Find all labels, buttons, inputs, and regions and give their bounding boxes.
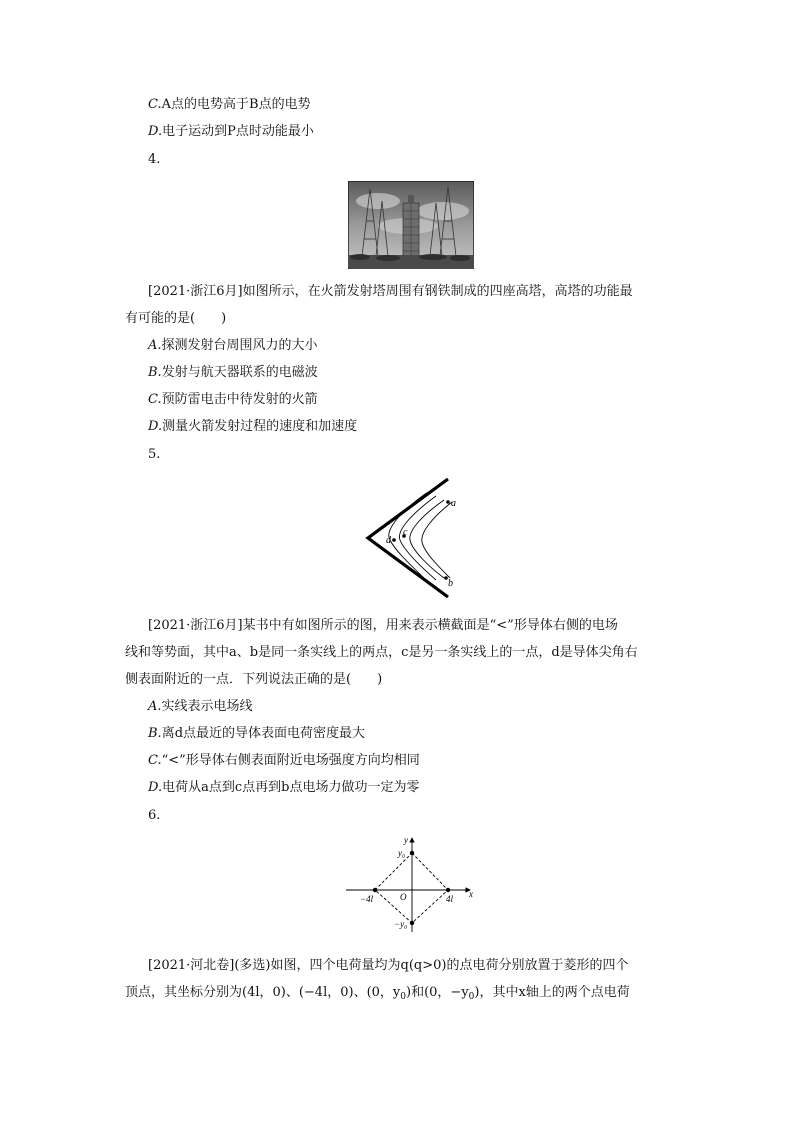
rhombus [375, 853, 448, 923]
q5-option-b: B.离d点最近的导体表面电荷密度最大 [148, 726, 366, 741]
q4-option-c: C.预防雷电击中待发射的火箭 [148, 392, 318, 407]
q4-option-a: A.探测发射台周围风力的大小 [148, 338, 318, 353]
label-y: y [404, 835, 408, 845]
point-d [392, 538, 396, 542]
charge-right [446, 888, 450, 892]
q4-stem-line2: 有可能的是( ) [125, 311, 227, 326]
q4-number: 4. [148, 152, 161, 167]
q5-option-c: C.“<”形导体右侧表面附近电场强度方向均相同 [148, 753, 420, 768]
q5-stem-line1: [2021·浙江6月]某书中有如图所示的图，用来表示横截面是“<”形导体右侧的电场 [148, 618, 618, 633]
q3-option-c: C.A点的电势高于B点的电势 [148, 97, 311, 112]
label-neg-y0: −y₀ [394, 919, 408, 929]
label-y0: y₀ [398, 848, 406, 858]
label-c: c [403, 527, 408, 538]
q6-number: 6. [148, 808, 161, 823]
q6-stem-line2: 顶点，其坐标分别为(4l，0)、(−4l，0)、(0，$y_0$)和(0，$-y_0$)，其中x轴上的两个点电荷 [125, 985, 630, 1002]
rocket-tower-photo [348, 181, 474, 269]
q5-number: 5. [148, 447, 161, 462]
rhombus-charges-diagram [342, 832, 478, 938]
q4-option-b: B.发射与航天器联系的电磁波 [148, 365, 318, 380]
label-b: b [448, 578, 453, 589]
label-neg-4l: −4l [360, 894, 374, 904]
point-a [446, 500, 450, 504]
label-a: a [451, 498, 456, 509]
q6-stem-line1: [2021·河北卷](多选)如图，四个电荷量均为q(q>0)的点电荷分别放置于菱形的四个 [148, 958, 629, 973]
q5-option-a: A.实线表示电场线 [148, 699, 253, 714]
q5-stem-line2: 线和等势面，其中a、b是同一条实线上的两点，c是另一条实线上的一点，d是导体尖角右 [125, 645, 638, 660]
q4-stem-line1: [2021·浙江6月]如图所示，在火箭发射塔周围有钢铁制成的四座高塔，高塔的功能最 [148, 284, 633, 299]
label-x: x [469, 889, 473, 899]
q3-option-d: D.电子运动到P点时动能最小 [148, 124, 314, 139]
label-d: d [386, 535, 391, 546]
q4-option-d: D.测量火箭发射过程的速度和加速度 [148, 419, 358, 434]
charge-bottom [410, 921, 414, 925]
charge-top [410, 851, 414, 855]
conductor-outline [368, 479, 448, 597]
label-origin: O [400, 892, 407, 902]
charge-left [373, 888, 377, 892]
q5-option-d: D.电荷从a点到c点再到b点电场力做功一定为零 [148, 780, 420, 795]
q5-stem-line3: 侧表面附近的一点．下列说法正确的是( ) [125, 672, 383, 687]
conductor-field-diagram [362, 474, 462, 602]
label-pos-4l: 4l [446, 894, 454, 904]
